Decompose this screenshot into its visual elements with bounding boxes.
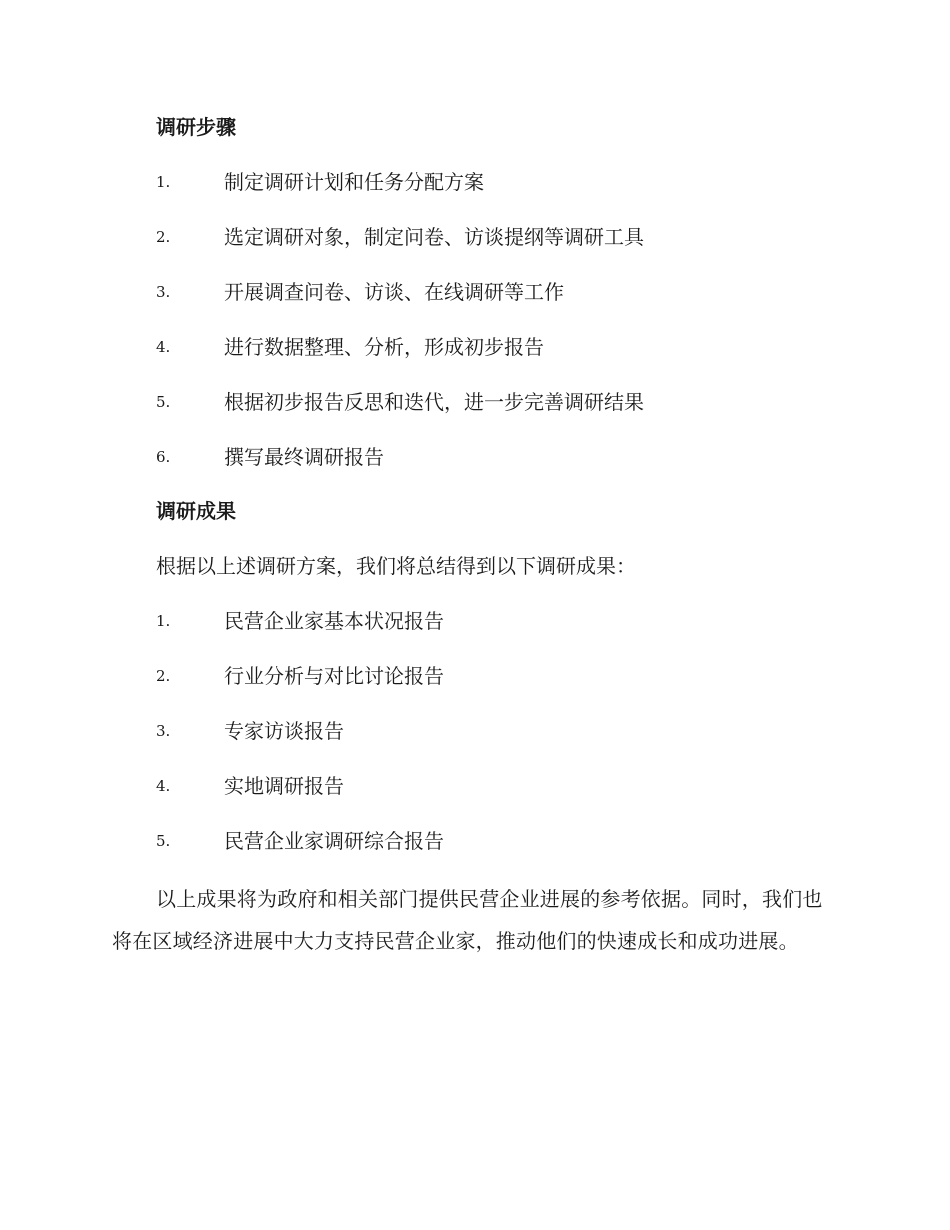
list-item-text: 民营企业家调研综合报告 xyxy=(224,829,444,853)
list-item-text: 民营企业家基本状况报告 xyxy=(224,609,444,633)
closing-paragraph: 以上成果将为政府和相关部门提供民营企业进展的参考依据。同时，我们也将在区域经济进展中大力支持民营企业家，推动他们的快速成长和成功进展。 xyxy=(112,887,823,953)
list-item-number: 1. xyxy=(156,173,171,191)
list-item-number: 3. xyxy=(156,283,171,301)
list-item-text: 根据初步报告反思和迭代，进一步完善调研结果 xyxy=(224,390,644,414)
section-heading-steps: 调研步骤 xyxy=(156,115,236,139)
list-item-number: 1. xyxy=(156,612,171,630)
list-item-text: 专家访谈报告 xyxy=(224,719,344,743)
results-intro: 根据以上述调研方案，我们将总结得到以下调研成果： xyxy=(156,554,636,578)
list-item-text: 进行数据整理、分析，形成初步报告 xyxy=(224,335,544,359)
list-item-text: 撰写最终调研报告 xyxy=(224,445,384,469)
list-item-number: 2. xyxy=(156,228,171,246)
list-item-text: 制定调研计划和任务分配方案 xyxy=(224,170,484,194)
list-item-number: 4. xyxy=(156,777,171,795)
list-item-number: 3. xyxy=(156,722,171,740)
list-item-number: 5. xyxy=(156,832,171,850)
list-item-text: 选定调研对象，制定问卷、访谈提纲等调研工具 xyxy=(224,225,644,249)
list-item-number: 2. xyxy=(156,667,171,685)
section-heading-results: 调研成果 xyxy=(156,499,236,523)
list-item-number: 5. xyxy=(156,393,171,411)
list-item-number: 6. xyxy=(156,448,171,466)
list-item-text: 行业分析与对比讨论报告 xyxy=(224,664,444,688)
list-item-text: 开展调查问卷、访谈、在线调研等工作 xyxy=(224,280,564,304)
list-item-text: 实地调研报告 xyxy=(224,774,344,798)
list-item-number: 4. xyxy=(156,338,171,356)
